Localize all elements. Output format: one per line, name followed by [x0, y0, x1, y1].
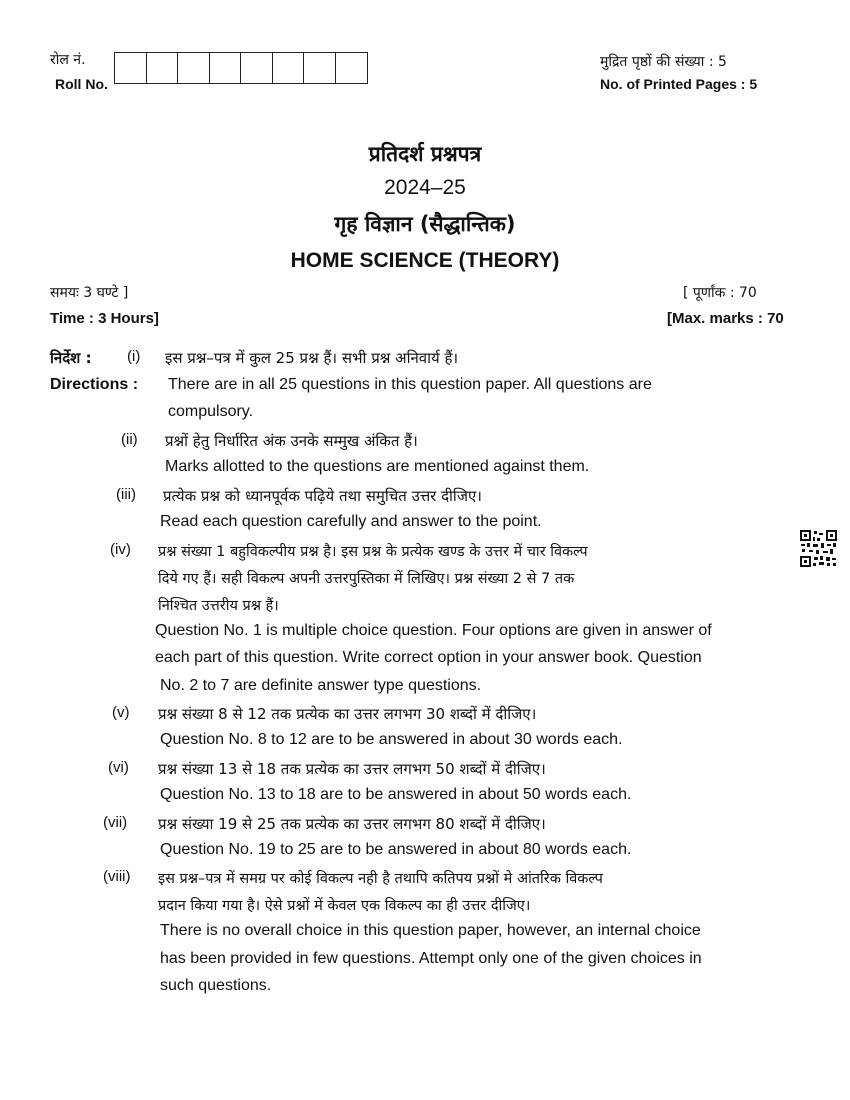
roll-no-label: Roll No.: [55, 76, 108, 92]
direction-text: Marks allotted to the questions are mentioned against them.: [165, 458, 590, 475]
direction-number: (v): [112, 704, 130, 721]
roll-no-box: [273, 53, 305, 83]
subject-title: HOME SCIENCE (THEORY): [290, 249, 560, 272]
direction-number: (i): [127, 348, 141, 365]
direction-text: Read each question carefully and answer to the point.: [160, 513, 542, 530]
direction-text: such questions.: [160, 977, 272, 994]
direction-text-hindi: प्रश्न संख्या 1 बहुविकल्पीय प्रश्न है। इस प्रश्न के प्रत्येक खण्ड के उत्तर में चार विकल्प: [158, 544, 588, 560]
direction-text-hindi: प्रश्न संख्या 19 से 25 तक प्रत्येक का उत्तर लगभग 80 शब्दों में दीजिए।: [158, 815, 546, 833]
direction-text: Question No. 19 to 25 are to be answered in about 80 words each.: [160, 841, 632, 858]
direction-text-hindi: दिये गए हैं। सही विकल्प अपनी उत्तरपुस्तिका में लिखिए। प्रश्न संख्या 2 से 7 तक: [158, 571, 575, 587]
direction-text-hindi: प्रश्नों हेतु निर्धारित अंक उनके सम्मुख अंकित हैं।: [165, 432, 418, 450]
paper-title-hindi: प्रतिदर्श प्रश्नपत्र: [368, 142, 482, 166]
direction-text-hindi: प्रश्न संख्या 8 से 12 तक प्रत्येक का उत्तर लगभग 30 शब्दों में दीजिए।: [158, 705, 537, 723]
direction-text-hindi: इस प्रश्न–पत्र में कुल 25 प्रश्न हैं। सभी प्रश्न अनिवार्य हैं।: [165, 349, 459, 367]
direction-number: (iii): [116, 486, 136, 503]
direction-text-hindi: निश्चित उत्तरीय प्रश्न हैं।: [158, 598, 279, 614]
direction-text: There is no overall choice in this question paper, however, an internal choice: [160, 922, 701, 939]
roll-no-box: [210, 53, 242, 83]
roll-no-box: [336, 53, 368, 83]
direction-number: (vi): [108, 759, 129, 776]
printed-pages: No. of Printed Pages : 5: [600, 76, 758, 92]
roll-no-box: [147, 53, 179, 83]
paper-year: 2024–25: [384, 176, 466, 199]
printed-pages-hindi: मुद्रित पृष्ठों की संख्या : 5: [600, 54, 727, 70]
direction-text: each part of this question. Write correct option in your answer book. Question: [155, 649, 702, 666]
direction-text: Question No. 8 to 12 are to be answered in about 30 words each.: [160, 731, 623, 748]
directions-label: Directions :: [50, 376, 139, 393]
subject-title-hindi: गृह विज्ञान (सैद्धान्तिक): [334, 212, 516, 236]
direction-text-hindi: प्रत्येक प्रश्न को ध्यानपूर्वक पढ़िये तथा समुचित उत्तर दीजिए।: [163, 487, 482, 505]
roll-no-label-hindi: रोल नं.: [50, 52, 86, 68]
roll-no-boxes: [114, 52, 368, 84]
direction-text-hindi: प्रश्न संख्या 13 से 18 तक प्रत्येक का उत्तर लगभग 50 शब्दों में दीजिए।: [158, 760, 546, 778]
direction-number: (ii): [121, 431, 138, 448]
direction-text: There are in all 25 questions in this question paper. All questions are: [168, 376, 652, 393]
time-hindi: समयः 3 घण्टे ]: [50, 285, 129, 301]
roll-no-box: [115, 53, 147, 83]
direction-text: Question No. 1 is multiple choice question. Four options are given in answer of: [155, 622, 712, 639]
max-marks: [Max. marks : 70: [667, 310, 784, 327]
max-marks-hindi: [ पूर्णांक : 70: [683, 285, 757, 301]
direction-text-hindi: इस प्रश्न–पत्र में समग्र पर कोई विकल्प नही है तथापि कतिपय प्रश्नों मे आंतरिक विकल्प: [158, 871, 603, 887]
roll-no-box: [178, 53, 210, 83]
direction-text: compulsory.: [168, 403, 254, 420]
direction-number: (vii): [103, 814, 128, 831]
direction-text: Question No. 13 to 18 are to be answered in about 50 words each.: [160, 786, 632, 803]
direction-text-hindi: प्रदान किया गया है। ऐसे प्रश्नों में केवल एक विकल्प का ही उत्तर दीजिए।: [158, 898, 531, 914]
qr-code-icon: [800, 530, 837, 567]
directions-label-hindi: निर्देश :: [50, 349, 92, 367]
direction-text: No. 2 to 7 are definite answer type questions.: [160, 677, 482, 694]
direction-number: (iv): [110, 541, 131, 558]
roll-no-box: [304, 53, 336, 83]
direction-text: has been provided in few questions. Attempt only one of the given choices in: [160, 950, 702, 967]
time: Time : 3 Hours]: [50, 310, 159, 327]
roll-no-box: [241, 53, 273, 83]
direction-number: (viii): [103, 868, 131, 885]
